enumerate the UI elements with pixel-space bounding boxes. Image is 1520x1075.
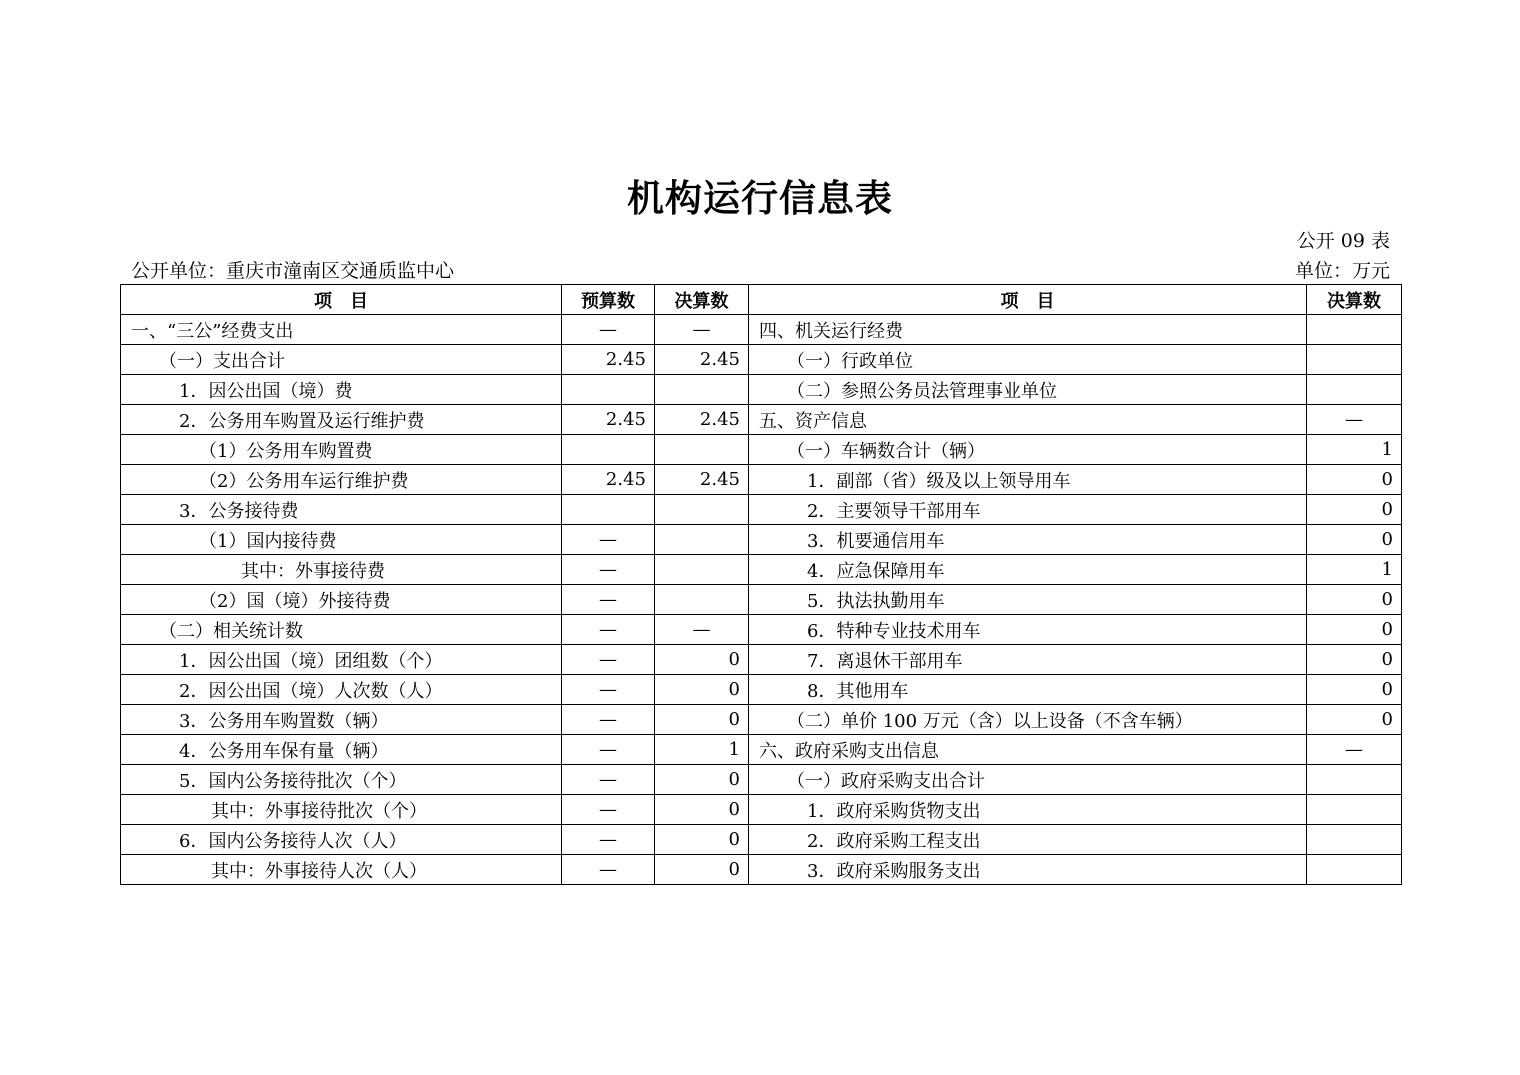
final-value bbox=[655, 495, 749, 525]
budget-value: 2.45 bbox=[562, 405, 655, 435]
left-item: 一、“三公”经费支出 bbox=[121, 315, 562, 345]
right-final-value: 0 bbox=[1307, 645, 1402, 675]
final-value: 2.45 bbox=[655, 405, 749, 435]
right-final-value bbox=[1307, 825, 1402, 855]
right-item: 3．机要通信用车 bbox=[749, 525, 1307, 555]
right-item: （一）车辆数合计（辆） bbox=[749, 435, 1307, 465]
table-row bbox=[121, 735, 1402, 765]
right-final-value bbox=[1307, 345, 1402, 375]
budget-value: — bbox=[562, 855, 655, 885]
right-final-value: — bbox=[1307, 405, 1402, 435]
left-item: 3．公务用车购置数（辆） bbox=[121, 705, 562, 735]
budget-value: — bbox=[562, 645, 655, 675]
table-row bbox=[121, 465, 1402, 495]
left-item: 1．因公出国（境）团组数（个） bbox=[121, 645, 562, 675]
right-item: 1．副部（省）级及以上领导用车 bbox=[749, 465, 1307, 495]
left-item: 6．国内公务接待人次（人） bbox=[121, 825, 562, 855]
table-row bbox=[121, 405, 1402, 435]
budget-value: 2.45 bbox=[562, 465, 655, 495]
document-title: 机构运行信息表 bbox=[627, 177, 893, 220]
table-row bbox=[121, 765, 1402, 795]
right-final-value bbox=[1307, 855, 1402, 885]
final-value: 0 bbox=[655, 795, 749, 825]
currency-unit: 单位：万元 bbox=[1294, 260, 1390, 282]
publishing-unit: 公开单位：重庆市潼南区交通质监中心 bbox=[131, 260, 455, 282]
final-value bbox=[655, 435, 749, 465]
final-value: 2.45 bbox=[655, 345, 749, 375]
budget-value bbox=[562, 375, 655, 405]
right-item: 2．政府采购工程支出 bbox=[749, 825, 1307, 855]
left-item: （1）国内接待费 bbox=[121, 525, 562, 555]
institution-operation-table bbox=[120, 284, 1402, 885]
budget-value: — bbox=[562, 615, 655, 645]
left-item: （2）国（境）外接待费 bbox=[121, 585, 562, 615]
table-row bbox=[121, 345, 1402, 375]
left-item: （二）相关统计数 bbox=[121, 615, 562, 645]
budget-value: — bbox=[562, 555, 655, 585]
left-item: 5．国内公务接待批次（个） bbox=[121, 765, 562, 795]
left-item: 3．公务接待费 bbox=[121, 495, 562, 525]
right-final-value: 1 bbox=[1307, 555, 1402, 585]
header-final-right: 决算数 bbox=[1307, 285, 1402, 315]
right-final-value: 1 bbox=[1307, 435, 1402, 465]
left-item: 其中：外事接待费 bbox=[121, 555, 562, 585]
table-row bbox=[121, 375, 1402, 405]
right-item: 五、资产信息 bbox=[749, 405, 1307, 435]
left-item: 其中：外事接待人次（人） bbox=[121, 855, 562, 885]
table-row bbox=[121, 315, 1402, 345]
right-final-value bbox=[1307, 375, 1402, 405]
table-row bbox=[121, 795, 1402, 825]
table-row bbox=[121, 615, 1402, 645]
final-value: 0 bbox=[655, 825, 749, 855]
left-item: 1．因公出国（境）费 bbox=[121, 375, 562, 405]
table-row bbox=[121, 585, 1402, 615]
right-final-value bbox=[1307, 795, 1402, 825]
right-final-value: 0 bbox=[1307, 615, 1402, 645]
final-value: 0 bbox=[655, 765, 749, 795]
budget-value: — bbox=[562, 675, 655, 705]
final-value bbox=[655, 375, 749, 405]
table-row bbox=[121, 825, 1402, 855]
right-final-value bbox=[1307, 315, 1402, 345]
budget-value: — bbox=[562, 705, 655, 735]
right-item: 5．执法执勤用车 bbox=[749, 585, 1307, 615]
table-header-row bbox=[121, 285, 1402, 315]
right-item: 1．政府采购货物支出 bbox=[749, 795, 1307, 825]
right-item: 4．应急保障用车 bbox=[749, 555, 1307, 585]
left-item: 其中：外事接待批次（个） bbox=[121, 795, 562, 825]
table-row bbox=[121, 855, 1402, 885]
header-budget: 预算数 bbox=[562, 285, 655, 315]
left-item: 2．因公出国（境）人次数（人） bbox=[121, 675, 562, 705]
right-item: 2．主要领导干部用车 bbox=[749, 495, 1307, 525]
table-row bbox=[121, 645, 1402, 675]
final-value: 0 bbox=[655, 675, 749, 705]
table-row bbox=[121, 705, 1402, 735]
table-row bbox=[121, 675, 1402, 705]
right-final-value: 0 bbox=[1307, 675, 1402, 705]
left-item: 2．公务用车购置及运行维护费 bbox=[121, 405, 562, 435]
left-item: （1）公务用车购置费 bbox=[121, 435, 562, 465]
right-final-value: 0 bbox=[1307, 465, 1402, 495]
table-row bbox=[121, 525, 1402, 555]
table-row bbox=[121, 555, 1402, 585]
right-item: 3．政府采购服务支出 bbox=[749, 855, 1307, 885]
budget-value: — bbox=[562, 765, 655, 795]
right-item: 7．离退休干部用车 bbox=[749, 645, 1307, 675]
table-row bbox=[121, 435, 1402, 465]
right-item: 六、政府采购支出信息 bbox=[749, 735, 1307, 765]
right-item: 四、机关运行经费 bbox=[749, 315, 1307, 345]
form-number: 公开 09 表 bbox=[1296, 230, 1390, 252]
right-final-value: — bbox=[1307, 735, 1402, 765]
budget-value: — bbox=[562, 795, 655, 825]
final-value: 1 bbox=[655, 735, 749, 765]
right-final-value bbox=[1307, 765, 1402, 795]
final-value: 0 bbox=[655, 645, 749, 675]
budget-value: — bbox=[562, 825, 655, 855]
right-item: （一）政府采购支出合计 bbox=[749, 765, 1307, 795]
header-final-left: 决算数 bbox=[655, 285, 749, 315]
right-item: （二）单价 100 万元（含）以上设备（不含车辆） bbox=[749, 705, 1307, 735]
table-row bbox=[121, 495, 1402, 525]
budget-value: — bbox=[562, 525, 655, 555]
final-value bbox=[655, 525, 749, 555]
right-final-value: 0 bbox=[1307, 585, 1402, 615]
final-value: 2.45 bbox=[655, 465, 749, 495]
final-value bbox=[655, 555, 749, 585]
final-value: — bbox=[655, 615, 749, 645]
left-item: （2）公务用车运行维护费 bbox=[121, 465, 562, 495]
left-item: （一）支出合计 bbox=[121, 345, 562, 375]
right-item: （二）参照公务员法管理事业单位 bbox=[749, 375, 1307, 405]
right-item: 6．特种专业技术用车 bbox=[749, 615, 1307, 645]
right-final-value: 0 bbox=[1307, 525, 1402, 555]
final-value: 0 bbox=[655, 855, 749, 885]
budget-value: — bbox=[562, 315, 655, 345]
header-item-right: 项 目 bbox=[749, 285, 1307, 315]
right-final-value: 0 bbox=[1307, 705, 1402, 735]
final-value: 0 bbox=[655, 705, 749, 735]
budget-value: 2.45 bbox=[562, 345, 655, 375]
header-item-left: 项 目 bbox=[121, 285, 562, 315]
right-item: 8．其他用车 bbox=[749, 675, 1307, 705]
right-final-value: 0 bbox=[1307, 495, 1402, 525]
budget-value: — bbox=[562, 585, 655, 615]
budget-value bbox=[562, 495, 655, 525]
right-item: （一）行政单位 bbox=[749, 345, 1307, 375]
left-item: 4．公务用车保有量（辆） bbox=[121, 735, 562, 765]
budget-value bbox=[562, 435, 655, 465]
budget-value: — bbox=[562, 735, 655, 765]
final-value: — bbox=[655, 315, 749, 345]
final-value bbox=[655, 585, 749, 615]
